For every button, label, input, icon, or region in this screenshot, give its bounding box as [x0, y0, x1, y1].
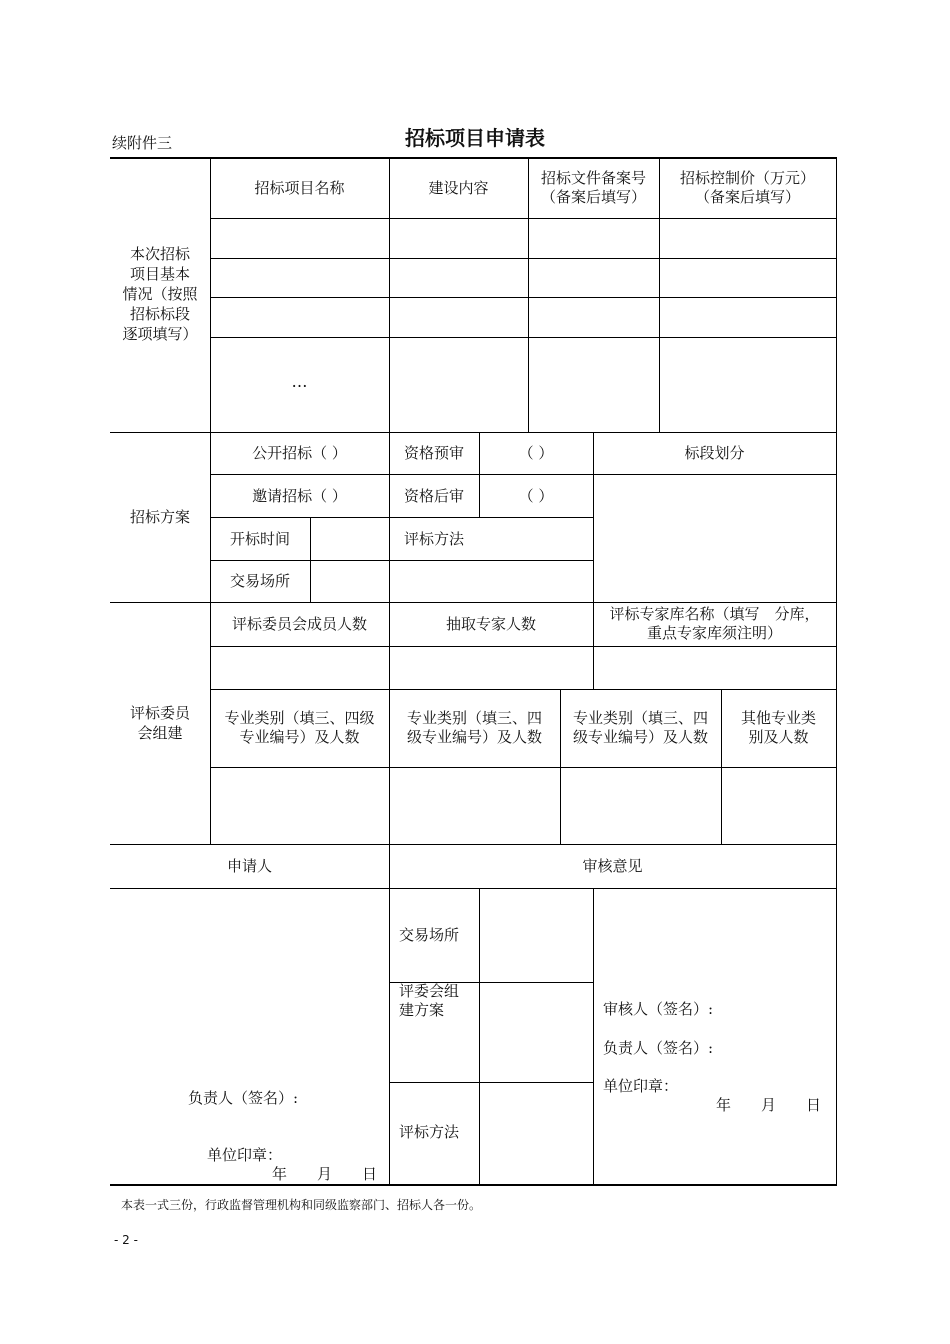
col-content: 建设内容 [428, 179, 489, 197]
unit-seal-right: 单位印章： [603, 1077, 679, 1095]
review-committee-plan-line: 评委会组 [399, 982, 460, 1000]
category-1-label-line: 专业类别（填三、四级 [224, 709, 375, 727]
committee-label-line: 评标委员 [129, 704, 190, 722]
responsible-signature-left: 负责人（签名）: [188, 1089, 299, 1107]
category-3-label-line: 级专业编号）及人数 [572, 728, 708, 746]
applicant-label: 申请人 [226, 857, 272, 875]
post-qualification-label: 资格后审 [403, 486, 464, 505]
page-number: - 2 - [114, 1233, 138, 1247]
review-committee-plan-label [389, 982, 479, 1082]
footnote: 本表一式三份，行政监督管理机构和同级监察部门、招标人各一份。 [121, 1198, 482, 1212]
col-filing-number [528, 158, 659, 218]
basic-info-label-line: 本次招标 [129, 245, 190, 263]
committee-label [110, 602, 210, 844]
expert-db-label [593, 602, 836, 646]
post-qualification-blank[interactable]: （ ） [518, 486, 554, 505]
attachment-tag: 续附件三 [112, 134, 173, 152]
expert-db-label-line: 重点专家库须注明） [646, 624, 782, 642]
basic-info-label-line: 情况（按照 [122, 285, 198, 303]
col-control-price [659, 158, 836, 218]
form-title: 招标项目申请表 [405, 126, 545, 150]
category-other-label [721, 689, 836, 767]
col-filing-number-line: 招标文件备案号 [540, 169, 646, 187]
category-other-label-line: 别及人数 [748, 728, 809, 746]
category-3-label [560, 689, 721, 767]
open-time-label: 开标时间 [229, 529, 290, 548]
date-left: 年 月 日 [272, 1165, 378, 1183]
date-right: 年 月 日 [716, 1096, 822, 1114]
responsible-signature-right: 负责人（签名）: [603, 1039, 714, 1057]
expert-count-label: 抽取专家人数 [445, 615, 536, 633]
expert-db-label-line: 评标专家库名称（填写 分库， [609, 605, 820, 623]
unit-seal-left: 单位印章： [207, 1146, 283, 1164]
category-2-label-line: 级专业编号）及人数 [406, 728, 542, 746]
col-filing-number-line: （备案后填写） [540, 188, 646, 206]
col-project-name: 招标项目名称 [254, 179, 345, 197]
committee-count-label: 评标委员会成员人数 [231, 615, 367, 633]
category-1-label [210, 689, 389, 767]
open-tender-option[interactable]: 公开招标（ ） [252, 444, 347, 462]
ellipsis-row: … [291, 372, 308, 391]
basic-info-label-line: 项目基本 [129, 265, 190, 283]
review-eval-method-label: 评标方法 [399, 1123, 460, 1141]
invite-tender-option[interactable]: 邀请招标（ ） [252, 486, 347, 505]
category-1-label-line: 专业编号）及人数 [239, 728, 360, 746]
pre-qualification-blank[interactable]: （ ） [518, 444, 554, 462]
eval-method-label: 评标方法 [403, 529, 464, 548]
tender-plan-label: 招标方案 [129, 508, 190, 526]
category-3-label-line: 专业类别（填三、四 [572, 709, 708, 727]
col-control-price-line: （备案后填写） [694, 188, 800, 206]
basic-info-label-line: 逐项填写） [122, 325, 198, 343]
committee-label-line: 会组建 [137, 724, 183, 742]
pre-qualification-label: 资格预审 [403, 444, 464, 462]
review-trade-place-label: 交易场所 [399, 926, 460, 944]
category-other-label-line: 其他专业类 [740, 709, 816, 727]
section-division-label: 标段划分 [684, 444, 745, 462]
basic-info-label [110, 232, 210, 356]
basic-info-label-line: 招标标段 [129, 305, 190, 323]
reviewer-signature: 审核人（签名）: [603, 1000, 714, 1018]
review-committee-plan-line: 建方案 [399, 1001, 445, 1019]
trade-place-label: 交易场所 [229, 572, 290, 590]
col-control-price-line: 招标控制价（万元） [679, 169, 815, 187]
category-2-label [389, 689, 560, 767]
category-2-label-line: 专业类别（填三、四 [406, 709, 542, 727]
review-opinion-label: 审核意见 [582, 857, 643, 875]
